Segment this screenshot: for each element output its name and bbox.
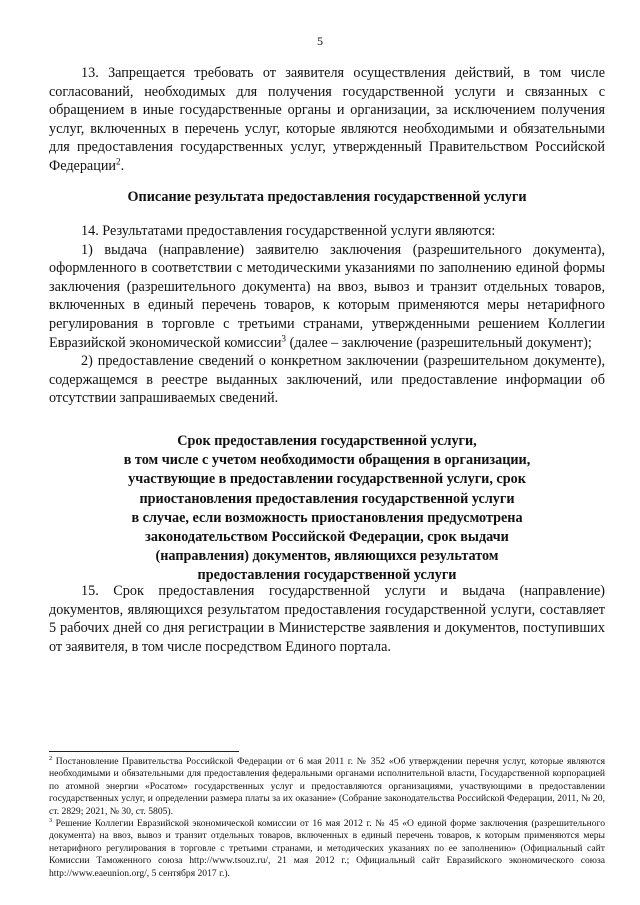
footnote-3-marker: 3 [49,816,53,824]
page-number: 5 [317,34,323,48]
paragraph-15 [49,582,605,656]
paragraph-14-intro: 14. Результатами предоставления государственной услуги являются: [81,223,496,239]
paragraph-13-body: 13. Запрещается требовать от заявителя осуществления действий, в том числе согласований, необходимых для получения государственной услуги и связанных с обращением в иные государственные органы и организации, за исключением получения услуг, включенных в перечень услуг, которые являются необходимыми и обязательными для предоставления государственных услуг, утвержденный Правительством Российской Федерации [49,65,605,174]
heading-term-line: приостановления предоставления государственной услуги [139,490,515,507]
paragraph-14 [49,222,605,408]
heading-term-line: законодательством Российской Федерации, срок выдачи [145,529,509,546]
paragraph-13-text [49,64,605,176]
footnote-3-text: Решение Коллегии Евразийской экономической комиссии от 16 мая 2012 г. № 45 «О единой форме заключения (разрешительного документа) на ввоз, вывоз и транзит отдельных товаров, включенных в единый перечень товаров, к которым применяются меры нетарифного регулирования в торговле с третьими странами, и методических указаниях по ее заполнению» (Официальный сайт Комиссии Таможенного союза http://www.tsouz.ru/, 21 мая 2012 г.; Официальный сайт Евразийского экономического союза http://www.eaeunion.org/, 5 сентября 2017 г.). [49,818,605,879]
footnote-2-text: Постановление Правительства Российской Федерации от 6 мая 2011 г. № 352 «Об утверждении перечня услуг, которые являются необходимыми и обязательными для предоставления федеральными органами исполнительной власти, Государственной корпорацией по атомной энергии «Росатом» государственных услуг и предоставляются организациями, участвующими в предоставлении государственных услуг, и определении размера платы за их оказание» (Собрание законодательства Российской Федерации, 2011, № 20, ст. 2829; 2021, № 30, ст. 5805). [49,756,605,817]
paragraph-13 [49,64,605,176]
footnote-ref-2[interactable]: 2 [116,156,121,167]
item-1-body: 1) выдача (направление) заявителю заключения (разрешительного документа), оформленного в соответствии с методическими указаниями по заполнению единой формы заключения (разрешительного документа) на ввоз, вывоз и транзит отдельных товаров, включенных в единый перечень товаров, к которым применяются меры нетарифного регулирования в торговле с третьими странами, утвержденными решением Коллегии Евразийской экономической комиссии [49,241,605,351]
heading-term-line: Срок предоставления государственной услуги, [177,433,477,449]
footnote-2 [49,756,605,818]
footnote-ref-3[interactable]: 3 [281,332,287,343]
footnote-separator [49,751,239,752]
heading-term-line: участвующие в предоставлении государственной услуги, срок [128,471,526,488]
paragraph-14-item-1 [49,241,605,353]
paragraph-14-item-2: 2) предоставление сведений о конкретном заключении (разрешительном документе), содержащемся в реестре выданных заключений, или предоставление информации об отсутствии запрашиваемых сведений. [49,353,605,407]
heading-term-line: в том числе с учетом необходимости обращения в организации, [123,452,531,469]
section-heading-term [49,432,605,586]
paragraph-15-text: 15. Срок предоставления государственной услуги и выдача (направление) документов, являющихся результатом предоставления государственной услуги, составляет 5 рабочих дней со дня регистрации в Министерстве заявления и документов, поступивших от заявителя, в том числе посредством Единого портала. [49,583,605,655]
footnote-2-marker: 2 [49,754,53,762]
paragraph-13-tail: . [120,157,125,174]
section-heading-result: Описание результата предоставления государственной услуги [127,189,527,205]
heading-term-line: предоставления государственной услуги [197,567,457,584]
item-1-tail: (далее – заключение (разрешительный документ); [286,334,592,351]
heading-term-line: в случае, если возможность приостановления предусмотрена [131,509,523,526]
footnote-3 [49,818,605,880]
heading-term-line: (направления) документов, являющихся результатом [155,548,499,565]
footnotes [49,756,605,880]
